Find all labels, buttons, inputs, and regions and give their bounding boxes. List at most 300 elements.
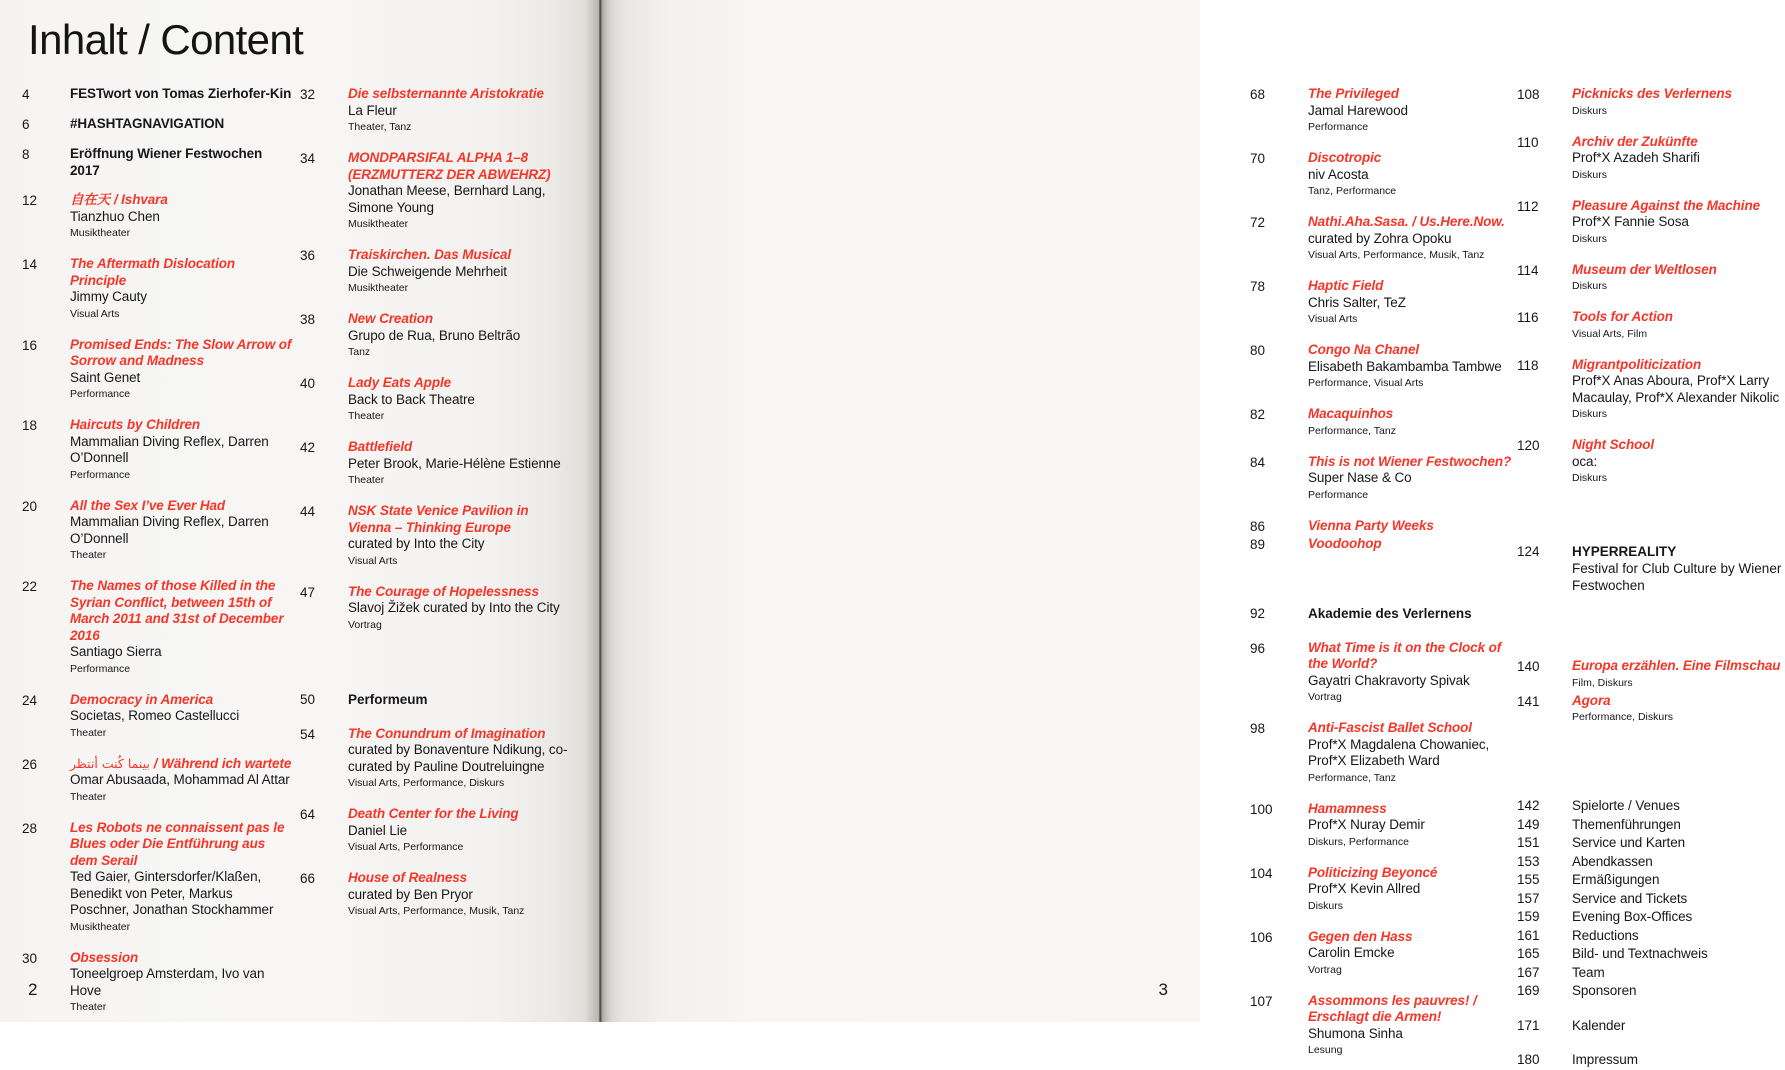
toc-entry-title[interactable]: Archiv der Zukünfte [1572,133,1698,149]
toc-index-row[interactable] [1517,1017,1785,1036]
toc-entry-title[interactable]: This is not Wiener Festwochen? [1308,453,1512,469]
toc-entry-author: Gayatri Chakravorty Spivak [1308,672,1470,688]
toc-index-page-number: 142 [1517,798,1540,813]
toc-entry[interactable] [1250,720,1512,786]
toc-entry-body [1308,801,1512,850]
toc-entry-author: Ted Gaier, Gintersdorfer/Klaßen, Benedikt von Peter, Markus Poschner, Jonathan Stockhammer [70,869,274,917]
toc-entry-body [1572,658,1785,691]
toc-entry-category: Performance [70,662,131,675]
toc-entry-category: Performance, Diskurs [1572,711,1673,723]
toc-entry-title[interactable]: Macaquinhos [1308,406,1394,421]
toc-entry-author: Prof*X Azadeh Sharifi [1572,150,1700,165]
toc-index-page-number: 165 [1517,946,1540,961]
toc-entry-title[interactable]: The Names of those Killed in the Syrian Conflict, between 15th of March 2011 and 31st of December 2016 [70,578,284,643]
toc-index-page-number: 167 [1517,964,1540,980]
toc-entry-title[interactable]: Battlefield [348,439,413,454]
toc-index-label: Evening Box-Offices [1572,909,1693,924]
toc-entry-title[interactable]: Politicizing Beyoncé [1308,864,1438,880]
toc-entry-author: Peter Brook, Marie-Hélène Estienne [348,455,561,471]
toc-entry[interactable] [22,146,294,179]
toc-entry-title[interactable]: Vienna Party Weeks [1308,517,1434,533]
toc-entry[interactable] [22,578,294,677]
toc-entry-page-number: 28 [22,820,38,836]
toc-entry-author: Prof*X Anas Aboura, Prof*X Larry Macaulay, Prof*X Alexander Nikolic [1572,373,1780,405]
toc-entry-category: Performance [1308,488,1369,501]
toc-entry-title[interactable]: Migrantpoliticization [1572,356,1702,372]
toc-entry-page-number: 86 [1250,518,1266,534]
toc-entry-author: Die Schweigende Mehrheit [348,263,507,279]
toc-index-row[interactable] [1517,816,1785,835]
toc-index-page-number: 155 [1517,872,1540,887]
toc-entry[interactable] [1250,605,1512,622]
toc-entry-page-number: 70 [1250,151,1266,166]
toc-entry-category: Lesung [1308,1044,1343,1056]
toc-entry-body [1308,865,1512,914]
toc-entry[interactable] [22,692,294,741]
toc-entry-page-number: 24 [22,692,38,708]
toc-entry-author: Santiago Sierra [70,644,162,659]
toc-entry[interactable] [1250,518,1512,535]
toc-index-label: Abendkassen [1572,853,1653,869]
toc-entry-author: Prof*X Kevin Allred [1308,881,1421,896]
toc-entry[interactable] [300,870,572,919]
toc-entry-page-number: 120 [1517,438,1540,453]
toc-entry-body [348,691,572,708]
toc-entry-category: Diskurs, Performance [1308,835,1409,848]
toc-entry[interactable] [22,116,294,133]
toc-entry-author: Super Nase & Co [1308,470,1412,485]
toc-entry[interactable] [300,503,572,569]
toc-entry-page-number: 6 [22,117,30,132]
toc-entry-category: Visual Arts [1308,313,1358,325]
toc-entry[interactable] [300,86,572,135]
toc-index-row[interactable] [1517,945,1785,964]
toc-entry-body [1308,214,1512,263]
toc-index-page-number: 180 [1517,1052,1540,1067]
toc-entry-body [1572,86,1785,119]
toc-entry-category: Performance [70,468,131,481]
toc-entry-page-number: 78 [1250,279,1266,294]
toc-entry-body [348,503,572,569]
toc-entry-title[interactable]: Haptic Field [1308,278,1384,293]
toc-entry-title[interactable]: HYPERREALITY [1572,544,1677,559]
toc-entry-page-number: 89 [1250,536,1266,552]
toc-entry-page-number: 36 [300,248,316,263]
toc-entry-category: Film, Diskurs [1572,676,1633,689]
toc-entry-body [70,756,294,805]
toc-entry-category: Visual Arts [348,554,398,567]
toc-entry-title[interactable]: Die selbsternannte Aristokratie [348,86,544,101]
toc-entry-author: Jamal Harewood [1308,102,1408,118]
toc-entry-body [348,439,572,488]
toc-entry-page-number: 110 [1517,134,1539,150]
toc-entry-author: Chris Salter, TeZ [1308,294,1406,310]
toc-entry-title[interactable]: MONDPARSIFAL ALPHA 1–8 (ERZMUTTERZ DER ABWEHRZ) [348,150,551,182]
toc-entry-body [348,375,572,424]
toc-entry-category: Musiktheater [348,218,409,230]
toc-entry-title[interactable]: The Courage of Hopelessness [348,583,539,599]
toc-entry-body [1308,406,1512,439]
toc-entry-author: Slavoj Žižek curated by Into the City [348,600,560,615]
page-right [600,0,1782,1067]
toc-entry-author: Saint Genet [70,369,141,385]
toc-entry[interactable] [1250,640,1512,706]
toc-entry-page-number: 50 [300,691,316,707]
toc-entry[interactable] [1517,543,1785,594]
toc-entry-body [1572,134,1785,183]
toc-entry-body [348,150,572,232]
toc-entry-author: niv Acosta [1308,166,1369,182]
toc-entry[interactable] [1250,454,1512,503]
toc-entry-body [348,806,572,855]
toc-entry-title[interactable]: Voodoohop [1308,535,1382,551]
toc-entry-page-number: 4 [22,87,30,102]
toc-entry-page-number: 20 [22,498,38,514]
toc-entry-body [70,820,294,935]
toc-entry-body [70,146,294,179]
toc-entry-body [1572,693,1785,726]
toc-entry[interactable] [1517,198,1785,247]
toc-entry[interactable] [300,584,572,633]
toc-entry-body [1308,342,1512,391]
toc-index-label: Bild- und Textnachweis [1572,946,1708,961]
toc-entry[interactable] [22,86,294,103]
toc-entry-title[interactable]: House of Realness [348,870,468,885]
toc-entry-page-number: 16 [22,337,38,353]
toc-entry-category: Theater [348,410,385,422]
toc-index-label: Team [1572,964,1605,980]
toc-entry-author: Back to Back Theatre [348,391,475,407]
toc-column-3 [1250,86,1512,1058]
toc-index-row[interactable] [1517,834,1785,853]
toc-entry-title[interactable]: #HASHTAGNAVIGATION [70,116,225,131]
toc-index-row[interactable] [1517,908,1785,927]
toc-index-label: Service und Karten [1572,835,1686,850]
toc-entry-author: Prof*X Fannie Sosa [1572,214,1689,229]
toc-entry-author: Festival for Club Culture by Wiener Festwochen [1572,561,1782,593]
toc-entry-page-number: 54 [300,726,316,742]
toc-entry[interactable] [1517,262,1785,295]
toc-entry-author: curated by Bonaventure Ndikung, co-curated by Pauline Doutreluingne [348,742,568,774]
toc-entry-author: curated by Into the City [348,536,485,551]
toc-entry-page-number: 22 [22,579,38,594]
toc-entry-author: Jonathan Meese, Bernhard Lang, Simone Young [348,183,546,215]
toc-entry-author: curated by Zohra Opoku [1308,230,1452,246]
toc-entry-title[interactable]: Gegen den Hass [1308,928,1413,944]
toc-entry-author: Societas, Romeo Castellucci [70,708,240,723]
toc-entry-page-number: 32 [300,87,316,102]
toc-entry-title[interactable]: Europa erzählen. Eine Filmschau [1572,658,1781,673]
toc-index-row[interactable] [1517,964,1785,983]
toc-entry-body [70,86,294,103]
toc-entry-body [1308,536,1512,553]
toc-entry-title[interactable]: New Creation [348,311,434,326]
toc-column-4 [1517,86,1785,1070]
toc-entry-body [1572,262,1785,295]
toc-index-row[interactable] [1517,871,1785,890]
toc-entry-body [70,498,294,564]
toc-entry-category: Visual Arts, Performance, Diskurs [348,777,505,789]
toc-entry-title[interactable]: Les Robots ne connaissent pas le Blues oder Die Entführung aus dem Serail [70,819,285,868]
toc-entry-title[interactable]: Discotropic [1308,150,1382,165]
toc-entry-body [1308,993,1512,1059]
toc-entry-title[interactable]: Congo Na Chanel [1308,342,1420,357]
toc-entry-title[interactable]: Anti-Fascist Ballet School [1308,720,1472,735]
toc-entry-body [1308,640,1512,706]
toc-entry-author: Grupo de Rua, Bruno Beltrão [348,327,521,343]
toc-entry-title[interactable]: Democracy in America [70,691,214,707]
toc-entry-page-number: 18 [22,418,38,433]
toc-entry[interactable] [22,337,294,403]
toc-entry-body [348,870,572,919]
toc-entry[interactable] [300,726,572,792]
toc-entry[interactable] [1517,309,1785,342]
toc-entry-body [1308,518,1512,535]
toc-entry-title[interactable]: Performeum [348,691,428,707]
toc-entry-author: Prof*X Magdalena Chowaniec, Prof*X Elizabeth Ward [1308,736,1490,768]
toc-entry-body [1308,86,1512,135]
toc-entry-title[interactable]: The Conundrum of Imagination [348,725,546,741]
toc-entry-title[interactable]: Agora [1572,692,1611,708]
toc-entry[interactable] [1250,150,1512,199]
toc-entry-title[interactable]: All the Sex I’ve Ever Had [70,497,226,513]
toc-entry-page-number: 141 [1517,693,1540,709]
toc-entry[interactable] [22,820,294,935]
toc-entry-category: Diskurs [1572,472,1608,484]
toc-entry-category: Theater [70,549,107,561]
toc-entry-author: Mammalian Diving Reflex, Darren O’Donnell [70,514,269,546]
toc-entry-page-number: 100 [1250,801,1273,817]
toc-entry-category: Visual Arts, Performance [348,841,464,853]
toc-entry[interactable] [300,439,572,488]
toc-index-page-number: 153 [1517,853,1540,869]
toc-entry-title[interactable]: Haircuts by Children [70,417,201,432]
toc-entry-page-number: 68 [1250,87,1266,102]
toc-index-row[interactable] [1517,853,1785,872]
toc-entry-category: Diskurs [1572,104,1608,117]
toc-entry-page-number: 66 [300,871,316,886]
toc-entry-category: Diskurs [1572,280,1608,292]
toc-entry-page-number: 12 [22,193,38,208]
toc-index-label: Kalender [1572,1017,1626,1033]
toc-index-row[interactable] [1517,890,1785,909]
toc-entry[interactable] [300,806,572,855]
toc-entry-page-number: 44 [300,504,316,519]
toc-entry[interactable] [1517,134,1785,183]
toc-index-row[interactable] [1517,927,1785,946]
toc-entry[interactable] [1250,406,1512,439]
toc-entry-page-number: 114 [1517,262,1539,278]
toc-entry-page-number: 98 [1250,721,1266,736]
toc-entry-author: Carolin Emcke [1308,945,1395,960]
toc-entry-category: Diskurs [1572,408,1608,420]
toc-entry[interactable] [1250,865,1512,914]
toc-entry[interactable] [22,498,294,564]
toc-index-label: Reductions [1572,927,1639,943]
toc-entry-author: Elisabeth Bakambamba Tambwe [1308,358,1502,374]
toc-entry-body [1572,198,1785,247]
toc-entry-page-number: 84 [1250,454,1266,470]
toc-entry-page-number: 82 [1250,407,1266,422]
toc-entry-author: Shumona Sinha [1308,1025,1403,1041]
toc-index-row[interactable] [1517,982,1785,1001]
toc-entry-page-number: 112 [1517,198,1539,214]
toc-index-page-number: 171 [1517,1017,1540,1033]
toc-entry-page-number: 107 [1250,993,1273,1009]
toc-entry-body [70,337,294,403]
toc-entry-page-number: 26 [22,756,38,772]
toc-entry-author: oca: [1572,453,1598,469]
toc-entry-body [348,584,572,633]
toc-entry[interactable] [300,691,572,708]
toc-entry[interactable] [1250,536,1512,553]
toc-entry-author: Daniel Lie [348,822,408,838]
toc-entry[interactable] [300,150,572,232]
toc-entry-body [1572,543,1785,594]
toc-entry-page-number: 118 [1517,357,1539,373]
toc-entry-title[interactable]: Traiskirchen. Das Musical [348,247,512,262]
toc-entry-page-number: 8 [22,147,30,162]
toc-entry-page-number: 92 [1250,605,1266,621]
toc-column-1 [22,86,294,1015]
toc-entry-title[interactable]: Lady Eats Apple [348,375,452,390]
toc-entry-title[interactable]: The Aftermath Dislocation Principle [70,256,236,288]
toc-entry-title[interactable]: Promised Ends: The Slow Arrow of Sorrow and Madness [70,336,292,368]
toc-entry-page-number: 106 [1250,929,1273,945]
toc-entry-page-number: 124 [1517,544,1540,559]
toc-entry-category: Vortrag [348,618,382,631]
toc-index-page-number: 161 [1517,927,1540,943]
toc-entry-title[interactable]: Assommons les pauvres! / Erschlagt die Armen! [1308,992,1477,1024]
toc-entry-page-number: 38 [300,312,316,327]
toc-entry-title-arabic: بينما كُنت أنتظر [70,755,150,771]
book-gutter-spine [599,0,602,1022]
toc-entry[interactable] [22,256,294,322]
toc-entry[interactable] [22,756,294,805]
toc-entry-body [1308,454,1512,503]
toc-entry-category: Theater [348,474,385,486]
toc-entry[interactable] [1250,801,1512,850]
toc-entry-title[interactable]: What Time is it on the Clock of the World? [1308,639,1502,671]
toc-index-page-number: 157 [1517,890,1540,906]
toc-entry-category: Theater [70,726,107,739]
toc-entry-title[interactable]: Eröffnung Wiener Festwochen 2017 [70,146,263,178]
toc-entry-title[interactable]: Pleasure Against the Machine [1572,197,1761,213]
toc-entry[interactable] [22,192,294,241]
toc-entry[interactable] [1250,342,1512,391]
toc-index-row[interactable] [1517,1051,1785,1070]
toc-entry-title[interactable]: Akademie des Verlernens [1308,605,1472,621]
toc-entry-title[interactable]: FESTwort von Tomas Zierhofer-Kin [70,86,292,101]
toc-index-page-number: 159 [1517,909,1540,924]
toc-entry[interactable] [22,417,294,483]
toc-entry[interactable] [1517,693,1785,726]
toc-entry-title[interactable]: Night School [1572,437,1655,452]
toc-entry-page-number: 116 [1517,310,1539,325]
toc-entry-page-number: 42 [300,440,316,455]
toc-entry-body [70,950,294,1016]
page-left [0,0,600,1022]
toc-entry[interactable] [1517,437,1785,486]
toc-entry-page-number: 14 [22,257,38,272]
toc-entry-title[interactable]: 自在天 / Ishvara [70,192,168,207]
toc-entry-category: Visual Arts, Performance, Musik, Tanz [348,905,525,917]
toc-entry-title[interactable] [70,756,294,773]
toc-entry-title[interactable]: Picknicks des Verlernens [1572,86,1732,101]
toc-entry[interactable] [1250,278,1512,327]
toc-entry[interactable] [1517,86,1785,119]
toc-entry-body [1308,150,1512,199]
toc-index-label: Spielorte / Venues [1572,798,1680,813]
toc-entry[interactable] [300,247,572,296]
toc-index-label: Service and Tickets [1572,890,1688,906]
toc-entry-title[interactable]: Death Center for the Living [348,806,519,821]
toc-entry[interactable] [1250,929,1512,978]
toc-entry[interactable] [1250,86,1512,135]
toc-entry-category: Musiktheater [348,282,409,294]
toc-entry-title[interactable]: Tools for Action [1572,309,1673,324]
toc-entry[interactable] [22,950,294,1016]
toc-entry-title[interactable]: NSK State Venice Pavilion in Vienna – Thinking Europe [348,503,529,535]
toc-entry-body [1572,357,1785,423]
toc-entry-category: Tanz, Performance [1308,185,1397,197]
toc-entry-title[interactable]: The Privileged [1308,86,1399,101]
toc-index-label: Impressum [1572,1052,1638,1067]
toc-entry-page-number: 104 [1250,865,1273,881]
toc-entry-category: Visual Arts, Performance, Musik, Tanz [1308,249,1485,261]
toc-entry-category: Vortrag [1308,963,1342,976]
folio-right: 3 [1158,980,1168,999]
toc-entry-category: Diskurs [1572,232,1608,245]
folio-left: 2 [28,980,38,999]
toc-index-label: Themenführungen [1572,816,1681,832]
toc-index-block [1517,797,1785,1070]
toc-index-label: Ermäßigungen [1572,872,1660,887]
toc-entry-body [348,311,572,360]
toc-entry-category: Performance, Visual Arts [1308,377,1424,389]
toc-entry-author: Omar Abusaada, Mohammad Al Attar [70,772,290,787]
toc-entry-body [1572,437,1785,486]
toc-entry-category: Performance [70,388,131,400]
toc-index-page-number: 169 [1517,983,1540,998]
toc-entry-body [70,192,294,241]
toc-entry-category: Tanz [348,346,371,358]
toc-entry-body [1572,309,1785,342]
toc-entry-body [1308,720,1512,786]
toc-entry-title[interactable]: Museum der Weltlosen [1572,261,1717,277]
toc-entry-author: La Fleur [348,102,397,118]
toc-entry-title[interactable]: Obsession [70,949,139,965]
toc-entry-body [70,116,294,133]
toc-entry-category: Visual Arts [70,307,120,320]
toc-entry-body [70,692,294,741]
toc-entry[interactable] [1250,993,1512,1059]
toc-entry[interactable] [1517,357,1785,423]
toc-entry-title-latin: / Während ich wartete [149,755,292,771]
toc-entry[interactable] [300,311,572,360]
toc-entry-author: Jimmy Cauty [70,289,147,304]
toc-entry-page-number: 108 [1517,87,1540,102]
toc-index-page-number: 149 [1517,816,1540,832]
toc-entry-category: Vortrag [1308,691,1342,703]
toc-entry-title[interactable]: Nathi.Aha.Sasa. / Us.Here.Now. [1308,214,1505,229]
toc-entry[interactable] [1250,214,1512,263]
toc-entry[interactable] [1517,658,1785,691]
toc-entry[interactable] [300,375,572,424]
toc-entry-title[interactable]: Hamamness [1308,800,1387,816]
toc-entry-body [70,578,294,677]
toc-index-row[interactable] [1517,797,1785,816]
